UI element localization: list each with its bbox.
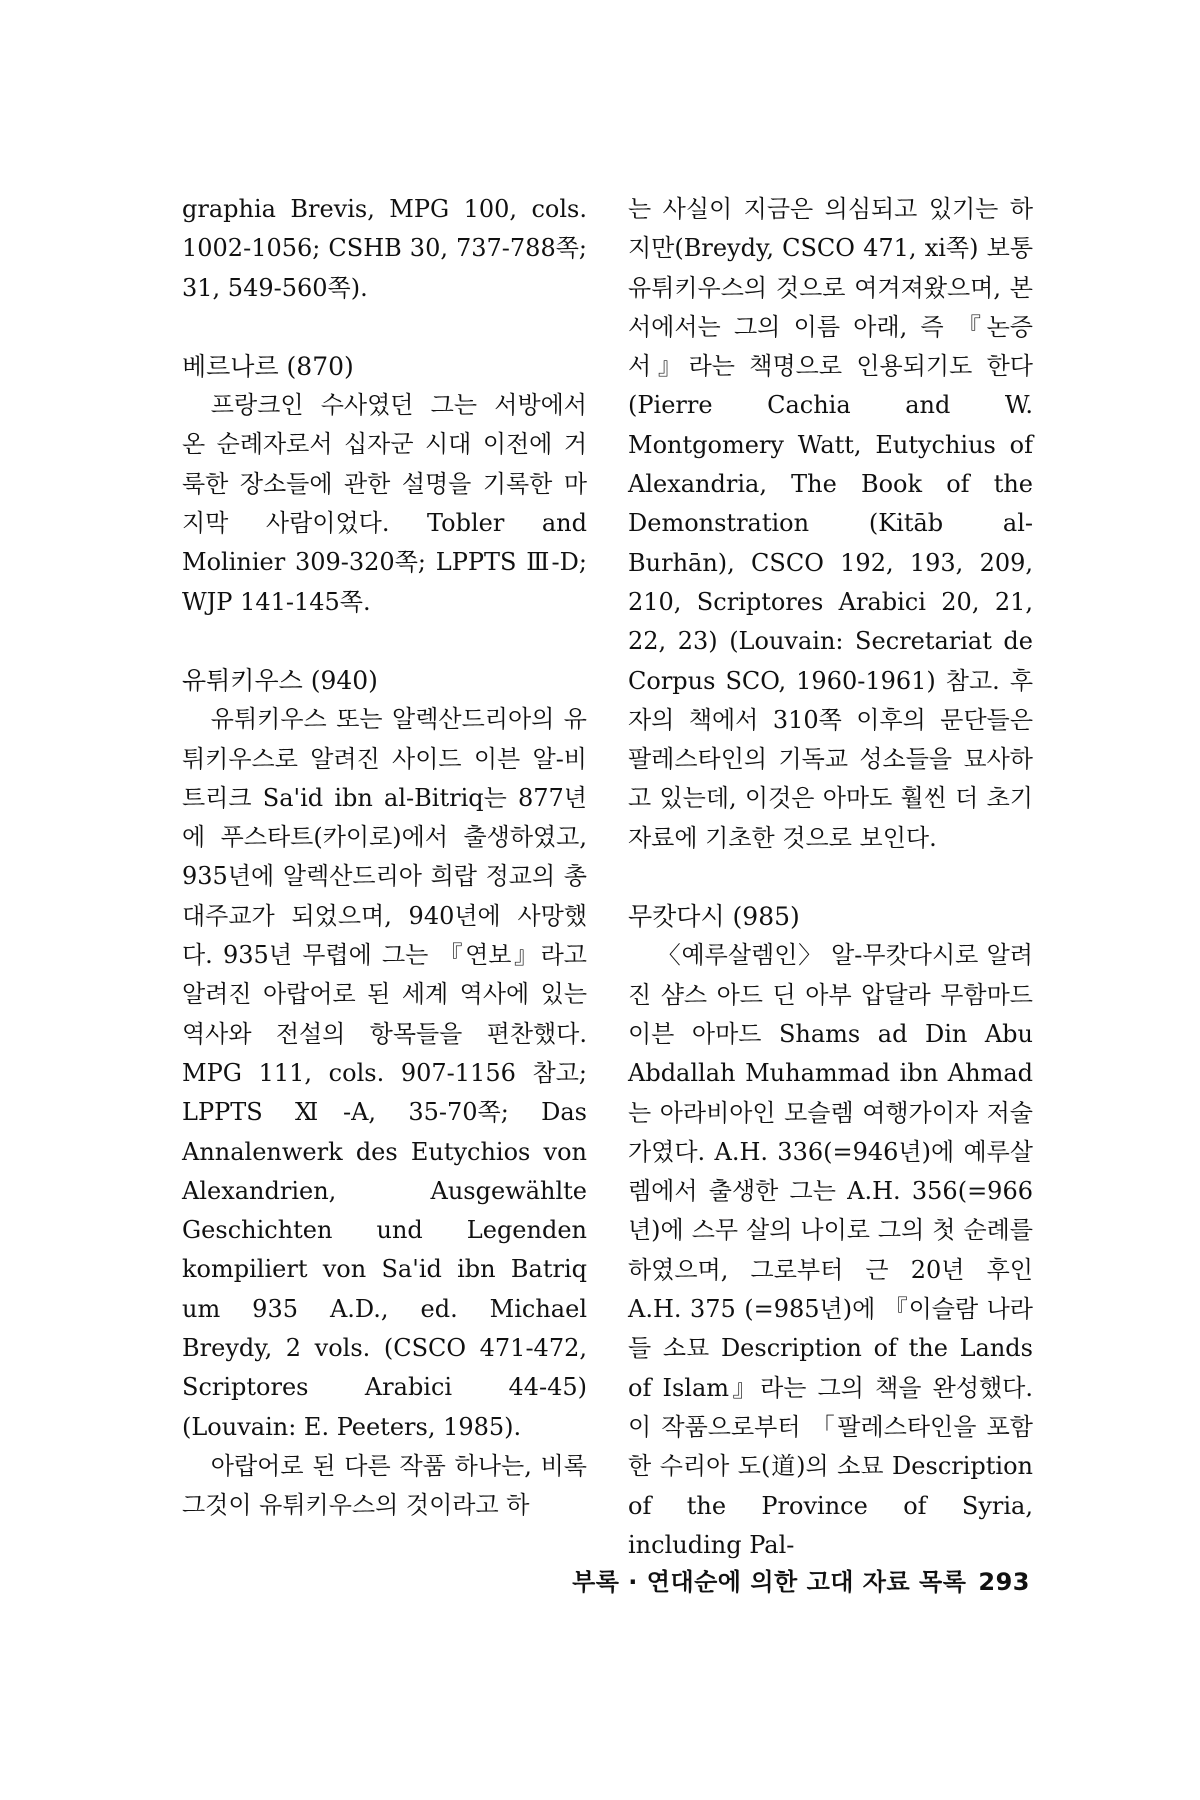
- continuation-paragraph: 는 사실이 지금은 의심되고 있기는 하지만(Breydy, CSCO 471, xi쪽) 보통 유튀키우스의 것으로 여겨져왔으며, 본서에서는 그의 이름 아래, 즉 『논증서』라는 책명으로 인용되기도 한다(Pierre Cachia and W. Montgomery Watt, Eutychius of Alexandria, The Book of the Demonstration (Kitāb al-Burhān), CSCO 192, 193, 209, 210, Scriptores Arabici 20, 21, 22, 23) (Louvain: Secretariat de Corpus SCO, 1960-1961) 참고. 후자의 책에서 310쪽 이후의 문단들은 팔레스타인의 기독교 성소들을 묘사하고 있는데, 이것은 아마도 훨씬 더 초기 자료에 기초한 것으로 보인다.: [628, 195, 1033, 852]
- entry-body-eutychius-2: 아랍어로 된 다른 작품 하나는, 비록 그것이 유튀키우스의 것이라고 하: [182, 1451, 587, 1520]
- running-title: 부록 · 연대순에 의한 고대 자료 목록: [572, 1568, 967, 1596]
- entry-body-bernard: 프랑크인 수사였던 그는 서방에서 온 순례자로서 십자군 시대 이전에 거룩한 장소들에 관한 설명을 기록한 마지막 사람이었다. Tobler and Molinier 309-320쪽; LPPTS Ⅲ-D; WJP 141-145쪽.: [182, 391, 587, 616]
- entry-heading-eutychius: 유튀키우스 (940): [182, 665, 378, 695]
- spacer: [628, 858, 1033, 897]
- entry-heading-muqaddasi: 무캇다시 (985): [628, 902, 800, 932]
- page-footer: [560, 1562, 1030, 1597]
- entry-body-eutychius-1: 유튀키우스 또는 알렉산드리아의 유튀키우스로 알려진 사이드 이븐 알-비트리크 Sa'id ibn al-Bitriq는 877년에 푸스타트(카이로)에서 출생하였고, 935년에 알렉산드리아 희랍 정교의 총대주교가 되었으며, 940년에 사망했다. 935년 무렵에 그는 『연보』라고 알려진 아랍어로 된 세계 역사에 있는 역사와 전설의 항목들을 편찬했다. MPG 111, cols. 907-1156 참고; LPPTS Ⅺ-A, 35-70쪽; Das Annalenwerk des Eutychios von Alexandrien, Ausgewählte Geschichten und Legenden kompiliert von Sa'id ibn Batriq um 935 A.D., ed. Michael Breydy, 2 vols. (CSCO 471-472, Scriptores Arabici 44-45) (Louvain: E. Peeters, 1985).: [182, 705, 587, 1441]
- entry-body-muqaddasi: 〈예루살렘인〉 알-무캇다시로 알려진 샴스 아드 딘 아부 압달라 무함마드 이븐 아마드 Shams ad Din Abu Abdallah Muhammad ibn Ahmad는 아라비아인 모슬렘 여행가이자 저술가였다. A.H. 336(=946년)에 예루살렘에서 출생한 그는 A.H. 356(=966년)에 스무 살의 나이로 그의 첫 순례를 하였으며, 그로부터 근 20년 후인 A.H. 375 (=985년)에 『이슬람 나라들 소묘 Description of the Lands of Islam』라는 그의 책을 완성했다. 이 작품으로부터 「팔레스타인을 포함한 수리아 도(道)의 소묘 Description of the Province of Syria, including Pal-: [628, 941, 1033, 1559]
- right-column: [628, 190, 1033, 1565]
- spacer: [182, 622, 587, 661]
- spacer: [182, 308, 587, 347]
- left-column: [182, 190, 587, 1526]
- intro-paragraph: graphia Brevis, MPG 100, cols. 1002-1056; CSHB 30, 737-788쪽; 31, 549-560쪽).: [182, 195, 587, 302]
- page-number: 293: [978, 1568, 1030, 1596]
- entry-heading-bernard: 베르나르 (870): [182, 351, 354, 381]
